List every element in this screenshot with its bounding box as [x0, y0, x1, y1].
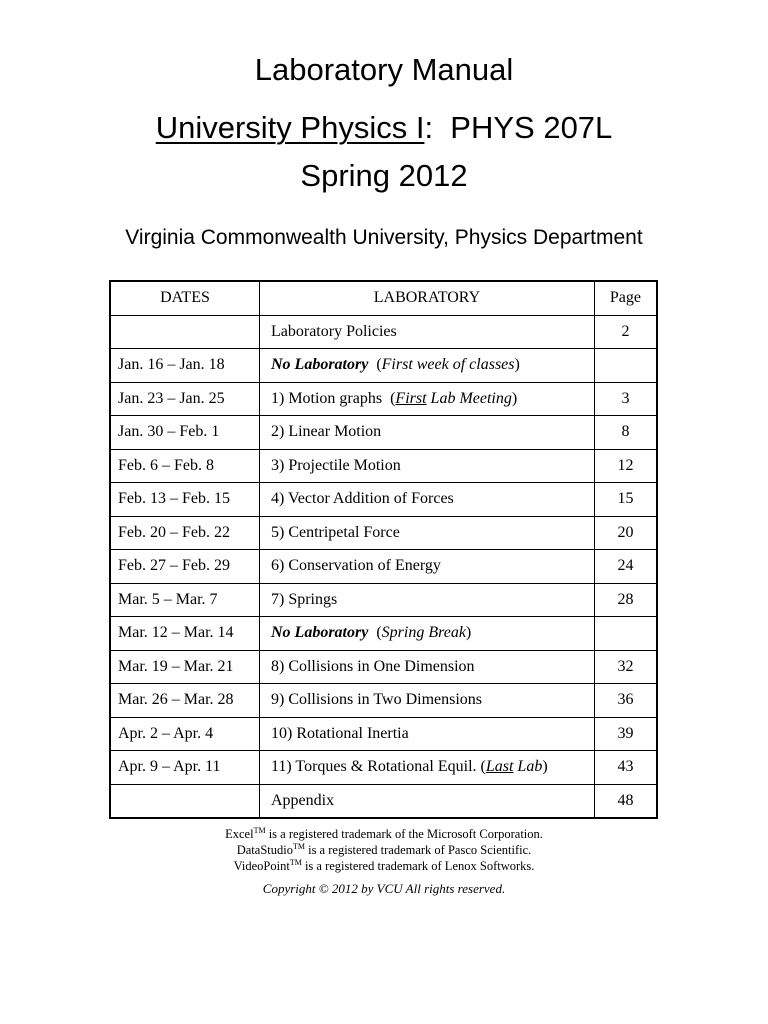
- row-dates: Apr. 9 – Apr. 11: [110, 751, 259, 785]
- table-row: [110, 784, 657, 818]
- videopoint-text: is a registered trademark of Lenox Softworks.: [301, 859, 535, 873]
- row-dates: Mar. 19 – Mar. 21: [110, 650, 259, 684]
- table-header-row: [110, 281, 657, 315]
- datastudio-text: is a registered trademark of Pasco Scientific.: [304, 843, 532, 857]
- row-laboratory: [259, 382, 594, 416]
- term: Spring 2012: [300, 158, 468, 193]
- excel-trademark: [0, 826, 768, 842]
- footer: [0, 826, 768, 897]
- lab-note: First week of classes: [381, 356, 515, 374]
- tm-mark: TM: [253, 826, 266, 835]
- row-dates: Feb. 20 – Feb. 22: [110, 516, 259, 550]
- row-page: 43: [594, 751, 657, 785]
- row-page: 8: [594, 416, 657, 450]
- row-laboratory: [259, 751, 594, 785]
- datastudio-name: DataStudio: [236, 843, 293, 857]
- header-dates: DATES: [110, 281, 259, 315]
- row-laboratory: 2) Linear Motion: [259, 416, 594, 450]
- row-dates: Feb. 6 – Feb. 8: [110, 449, 259, 483]
- row-laboratory: 10) Rotational Inertia: [259, 717, 594, 751]
- lab-note: Spring Break: [381, 624, 466, 642]
- row-laboratory: 7) Springs: [259, 583, 594, 617]
- row-laboratory: 3) Projectile Motion: [259, 449, 594, 483]
- table-row: [110, 449, 657, 483]
- tm-mark: TM: [292, 842, 305, 851]
- course-separator: :: [424, 110, 434, 145]
- institution: Virginia Commonwealth University, Physics Department: [125, 226, 643, 249]
- table-row: [110, 483, 657, 517]
- lab-schedule-table: [109, 280, 658, 819]
- row-page: 3: [594, 382, 657, 416]
- note-close: ): [514, 356, 520, 374]
- header-page: Page: [594, 281, 657, 315]
- row-dates: Jan. 16 – Jan. 18: [110, 349, 259, 383]
- course-title: [0, 110, 768, 146]
- row-page: 12: [594, 449, 657, 483]
- row-page: [594, 617, 657, 651]
- datastudio-trademark: [0, 842, 768, 858]
- row-laboratory: [259, 349, 594, 383]
- lab-note-close: ): [511, 389, 518, 407]
- table-row: [110, 751, 657, 785]
- row-dates: [110, 784, 259, 818]
- table-row: [110, 583, 657, 617]
- row-laboratory: 9) Collisions in Two Dimensions: [259, 684, 594, 718]
- row-page: 36: [594, 684, 657, 718]
- note-open: (: [368, 624, 382, 642]
- row-dates: Feb. 27 – Feb. 29: [110, 550, 259, 584]
- row-dates: Mar. 12 – Mar. 14: [110, 617, 259, 651]
- row-page: 2: [594, 315, 657, 349]
- table-row: [110, 382, 657, 416]
- course-name: University Physics I: [155, 110, 425, 145]
- note-close: ): [465, 624, 472, 642]
- videopoint-trademark: [0, 858, 768, 874]
- row-laboratory: Laboratory Policies: [259, 315, 594, 349]
- copyright: Copyright © 2012 by VCU All rights reserved.: [262, 881, 506, 896]
- row-page: 28: [594, 583, 657, 617]
- row-dates: Feb. 13 – Feb. 15: [110, 483, 259, 517]
- note-open: (: [368, 356, 382, 374]
- table-row: [110, 617, 657, 651]
- table-row: [110, 684, 657, 718]
- table-row: [110, 550, 657, 584]
- row-page: 32: [594, 650, 657, 684]
- row-page: 48: [594, 784, 657, 818]
- tm-mark: TM: [289, 858, 302, 867]
- lab-note: Lab Meeting: [426, 389, 512, 407]
- row-page: 24: [594, 550, 657, 584]
- table-row: [110, 416, 657, 450]
- row-dates: Apr. 2 – Apr. 4: [110, 717, 259, 751]
- excel-name: Excel: [225, 827, 254, 841]
- lab-note: Lab: [513, 758, 543, 776]
- table-row: [110, 650, 657, 684]
- excel-text: is a registered trademark of the Microsoft Corporation.: [265, 827, 543, 841]
- row-laboratory: Appendix: [259, 784, 594, 818]
- row-page: 15: [594, 483, 657, 517]
- row-dates: Mar. 26 – Mar. 28: [110, 684, 259, 718]
- manual-title: Laboratory Manual: [254, 52, 514, 87]
- no-lab-label: No Laboratory: [270, 356, 369, 374]
- table-row: [110, 516, 657, 550]
- lab-note-emphasis: First: [395, 389, 427, 407]
- lab-title: 1) Motion graphs (: [270, 389, 396, 407]
- row-page: 39: [594, 717, 657, 751]
- header-laboratory: LABORATORY: [259, 281, 594, 315]
- row-dates: Jan. 23 – Jan. 25: [110, 382, 259, 416]
- table-row: [110, 349, 657, 383]
- row-dates: Jan. 30 – Feb. 1: [110, 416, 259, 450]
- row-laboratory: [259, 617, 594, 651]
- row-dates: Mar. 5 – Mar. 7: [110, 583, 259, 617]
- row-page: [594, 349, 657, 383]
- lab-title: 11) Torques & Rotational Equil. (: [270, 758, 486, 776]
- row-laboratory: 5) Centripetal Force: [259, 516, 594, 550]
- lab-note-close: ): [542, 758, 548, 776]
- row-page: 20: [594, 516, 657, 550]
- table-body: [110, 315, 657, 818]
- row-laboratory: 8) Collisions in One Dimension: [259, 650, 594, 684]
- table-row: [110, 717, 657, 751]
- row-dates: [110, 315, 259, 349]
- row-laboratory: 4) Vector Addition of Forces: [259, 483, 594, 517]
- lab-note-emphasis: Last: [485, 758, 514, 776]
- no-lab-label: No Laboratory: [270, 624, 369, 642]
- table-row: [110, 315, 657, 349]
- videopoint-name: VideoPoint: [233, 859, 290, 873]
- row-laboratory: 6) Conservation of Energy: [259, 550, 594, 584]
- course-code: PHYS 207L: [450, 110, 613, 145]
